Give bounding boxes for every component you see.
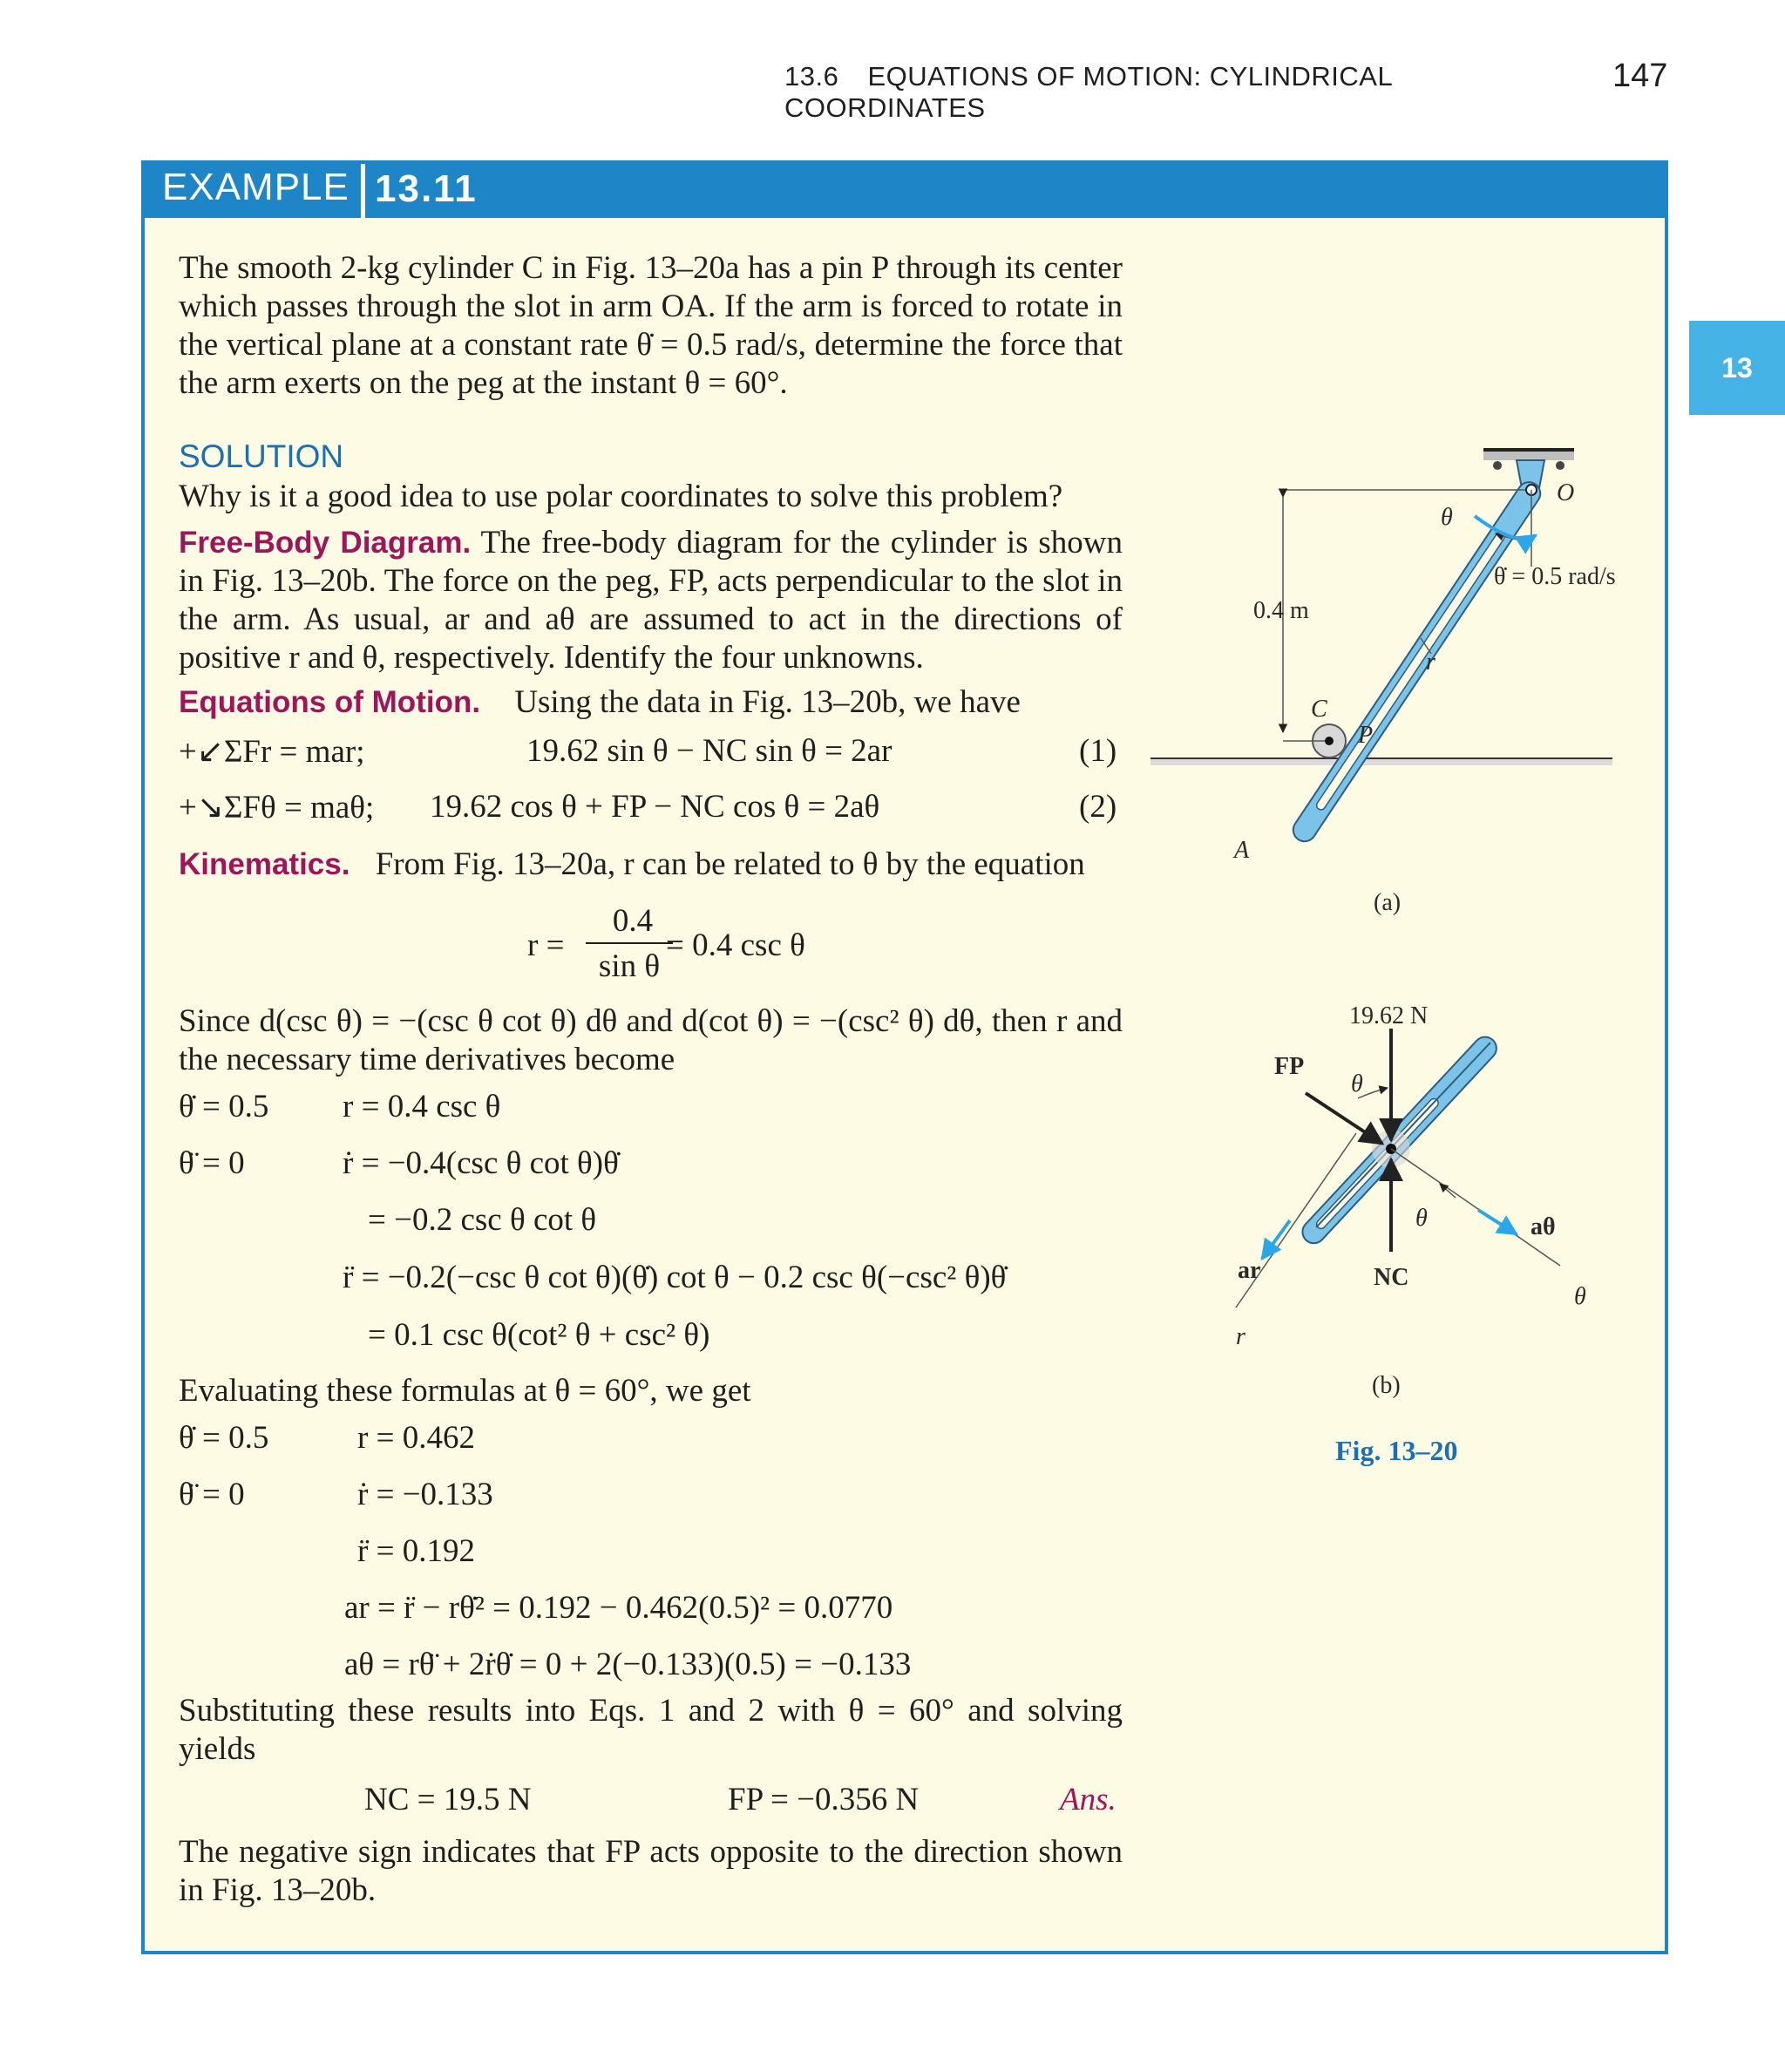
a-theta-arrow (1478, 1210, 1517, 1234)
eq1-lhs: +↙ΣFr = mar; (179, 734, 365, 770)
label-theta-mid: θ (1415, 1205, 1428, 1232)
r-equation-right: = 0.4 csc θ (666, 927, 805, 963)
r-equation-denominator: sin θ (598, 948, 661, 984)
deriv-theta-dot: θ̇ = 0.5 (179, 1089, 269, 1124)
value-a-theta: aθ = rθ̈ + 2ṙθ̇ = 0 + 2(−0.133)(0.5) = −0.133 (344, 1647, 912, 1682)
eq2-rhs: 19.62 cos θ + FP − NC cos θ = 2aθ (430, 789, 880, 825)
answer-label: Ans. (1060, 1782, 1116, 1817)
evaluate-paragraph: Evaluating these formulas at θ = 60°, we get (179, 1373, 751, 1409)
label-r-dir: r (1236, 1323, 1245, 1350)
label-o: O (1557, 479, 1575, 506)
deriv-theta-ddot: θ̈ = 0 (179, 1145, 245, 1181)
theta-mid-arc (1440, 1184, 1456, 1198)
bolt-left (1493, 461, 1502, 470)
label-weight: 19.62 N (1349, 1002, 1429, 1029)
solution-question: Why is it a good idea to use polar coordinates to solve this problem? (179, 479, 1063, 514)
label-rate: θ̇ = 0.5 rad/s (1494, 563, 1616, 590)
eq2-lhs: +↘ΣFθ = maθ; (179, 790, 375, 825)
example-header-divider (361, 164, 365, 218)
deriv-r-ddot-simplified: = 0.1 csc θ(cot² θ + csc² θ) (368, 1317, 710, 1353)
ceiling-line (1483, 448, 1574, 452)
label-nc: NC (1374, 1264, 1409, 1291)
eq2-number: (2) (1079, 789, 1117, 825)
label-dimension: 0.4 m (1253, 597, 1309, 624)
section-number: 13.6 (784, 61, 839, 92)
answer-pin-force: FP = −0.356 N (728, 1782, 920, 1817)
kinematics-paragraph (179, 846, 1123, 884)
deriv-r: r = 0.4 csc θ (343, 1089, 501, 1124)
figure-a (1150, 436, 1639, 924)
page-number: 147 (1612, 58, 1668, 94)
answer-normal-force: NC = 19.5 N (364, 1782, 532, 1817)
running-head (784, 61, 1551, 124)
label-theta-dir: θ (1574, 1283, 1586, 1310)
fp-arrow (1306, 1093, 1382, 1144)
value-theta-dot: θ̇ = 0.5 (179, 1420, 269, 1456)
label-a-theta: aθ (1530, 1213, 1556, 1240)
label-a-r: ar (1238, 1257, 1261, 1284)
fbd-heading: Free-Body Diagram. (179, 526, 472, 560)
eq1-number: (1) (1079, 733, 1117, 769)
section-title: EQUATIONS OF MOTION: CYLINDRICAL COORDINATES (784, 61, 1393, 123)
value-r-ddot: r̈ = 0.192 (357, 1533, 475, 1569)
eq1-rhs: 19.62 sin θ − NC sin θ = 2ar (526, 733, 892, 769)
r-equation-numerator: 0.4 (612, 903, 654, 939)
problem-statement: The smooth 2-kg cylinder C in Fig. 13–20a has a pin P through its center which passes through the slot in arm OA. If the arm is forced to rotate in the vertical plane at a constant rate θ̇ = 0.5 rad/s, determine the force that the arm exerts on the peg at the instant θ = 60°. (179, 250, 1123, 401)
r-equation-left: r = (527, 927, 565, 963)
label-fp: FP (1274, 1053, 1305, 1080)
value-r: r = 0.462 (357, 1420, 475, 1456)
value-theta-ddot: θ̈ = 0 (179, 1477, 245, 1512)
value-a-r: ar = r̈ − rθ̇² = 0.192 − 0.462(0.5)² = 0.0770 (344, 1590, 893, 1626)
caption-b: (b) (1372, 1372, 1401, 1399)
kinematics-heading: Kinematics. (179, 847, 350, 881)
fraction-bar (586, 942, 673, 944)
example-label: EXAMPLE (162, 166, 350, 208)
floor (1150, 758, 1612, 765)
pin-p (1325, 737, 1334, 745)
chapter-tab: 13 (1689, 321, 1785, 415)
final-paragraph: The negative sign indicates that FP acts opposite to the direction shown in Fig. 13–20b. (179, 1834, 1123, 1908)
label-r-a: r (1426, 649, 1435, 676)
label-c: C (1311, 696, 1327, 723)
solution-heading: SOLUTION (179, 438, 344, 474)
deriv-r-dot: ṙ = −0.4(csc θ cot θ)θ̇ (343, 1145, 619, 1181)
deriv-r-dot-simplified: = −0.2 csc θ cot θ (368, 1202, 597, 1238)
caption-a: (a) (1374, 889, 1402, 916)
label-a: A (1234, 837, 1250, 864)
since-paragraph: Since d(csc θ) = −(csc θ cot θ) dθ and d(cot θ) = −(csc² θ) dθ, then r and the necessary time derivatives become (179, 1003, 1123, 1077)
eom-heading: Equations of Motion. (179, 685, 481, 719)
figure-caption: Fig. 13–20 (1335, 1435, 1458, 1466)
deriv-r-ddot: r̈ = −0.2(−csc θ cot θ)(θ̇) cot θ − 0.2 csc θ(−csc² θ)θ̇ (343, 1260, 1007, 1295)
fbd-text: The free-body diagram for the cylinder is shown in Fig. 13–20b. The force on the peg, FP, acts perpendicular to the slot in the arm. As usual, ar and aθ are assumed to act in the directions of positive r and θ, respectively. Identify the four unknowns. (179, 525, 1123, 676)
eom-paragraph (179, 683, 1123, 722)
example-number: 13.11 (375, 167, 478, 210)
value-r-dot: ṙ = −0.133 (357, 1477, 493, 1512)
figure-b (1203, 994, 1621, 1447)
eom-text: Using the data in Fig. 13–20b, we have (514, 684, 1021, 720)
arm-oa (1289, 478, 1545, 846)
example-header-bar (141, 160, 1668, 218)
a-r-arrow (1262, 1220, 1290, 1259)
bolt-right (1556, 461, 1564, 470)
ceiling-support (1483, 452, 1574, 460)
substitute-paragraph: Substituting these results into Eqs. 1 and 2 with θ = 60° and solving yields (179, 1693, 1123, 1767)
kinematics-text: From Fig. 13–20a, r can be related to θ by the equation (375, 846, 1085, 882)
label-theta-a: θ (1441, 504, 1453, 531)
label-theta-top: θ (1351, 1070, 1363, 1097)
fbd-paragraph (179, 524, 1123, 677)
label-p: P (1358, 722, 1374, 749)
